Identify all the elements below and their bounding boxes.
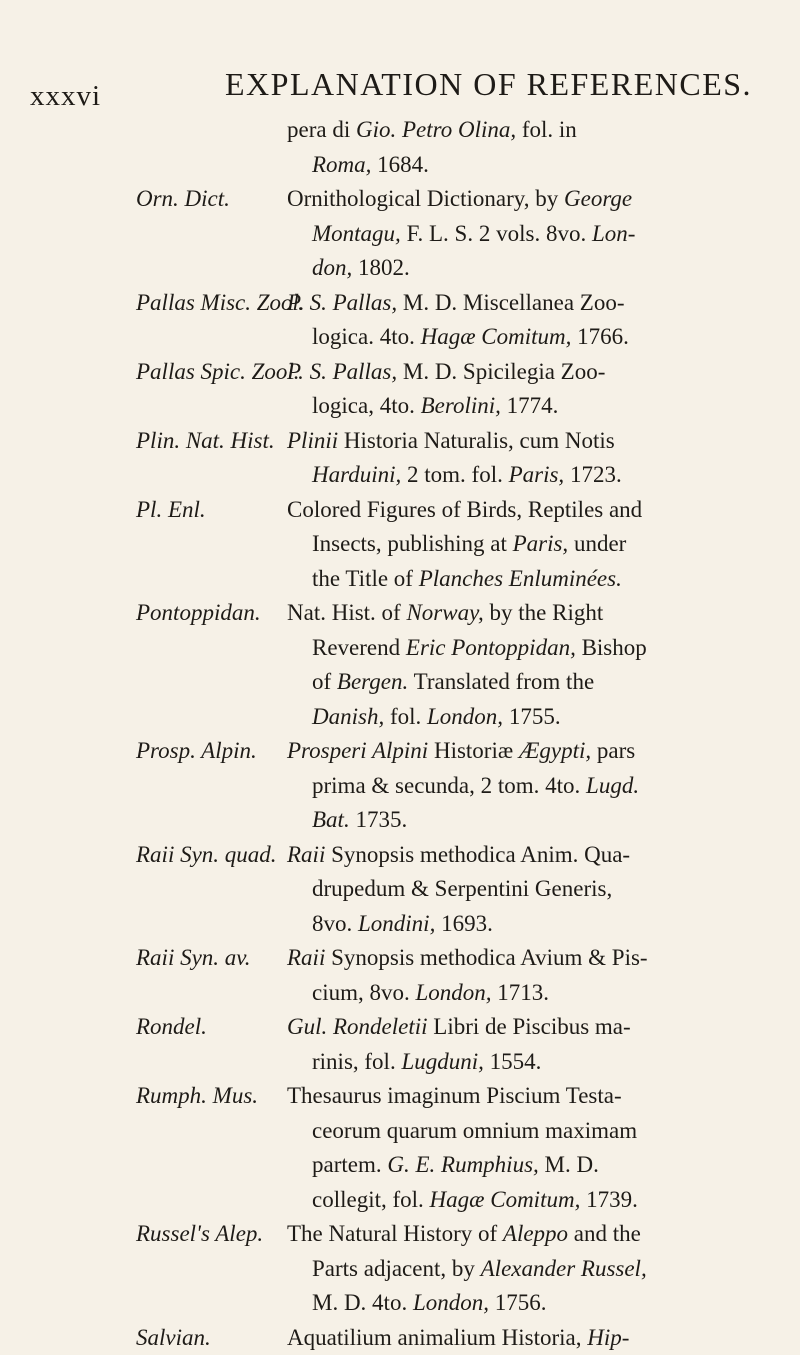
italic-text: Harduini, xyxy=(312,462,401,487)
italic-text: Berolini, xyxy=(421,393,501,418)
reference-entry xyxy=(0,1321,800,1355)
description-line xyxy=(287,700,757,735)
reference-abbreviation: Pontoppidan. xyxy=(136,596,261,630)
reference-description xyxy=(287,734,757,838)
description-line xyxy=(287,1217,757,1252)
description-line xyxy=(287,872,757,907)
reference-entry xyxy=(0,182,800,286)
text-segment: cium, 8vo. xyxy=(312,980,416,1005)
reference-entry xyxy=(0,493,800,597)
text-segment: 1774. xyxy=(501,393,559,418)
reference-abbreviation: Plin. Nat. Hist. xyxy=(136,424,275,458)
running-title: EXPLANATION OF REFERENCES. xyxy=(225,66,752,103)
text-segment: 1693. xyxy=(435,911,493,936)
italic-text: Roma, xyxy=(312,152,371,177)
text-segment: Translated from the xyxy=(408,669,594,694)
description-line xyxy=(287,1114,757,1149)
reference-abbreviation: Russel's Alep. xyxy=(136,1217,263,1251)
text-segment: 1756. xyxy=(489,1290,547,1315)
reference-abbreviation: Rumph. Mus. xyxy=(136,1079,258,1113)
description-line xyxy=(287,458,757,493)
text-segment: of xyxy=(312,669,337,694)
italic-text: P. S. Pallas, xyxy=(287,290,397,315)
text-segment: Synopsis methodica Anim. Qua- xyxy=(325,842,630,867)
text-segment: M. D. Spicilegia Zoo- xyxy=(397,359,605,384)
text-segment: partem. xyxy=(312,1152,387,1177)
italic-text: Aleppo xyxy=(503,1221,568,1246)
description-line xyxy=(287,596,757,631)
text-segment: The Natural History of xyxy=(287,1221,503,1246)
description-line xyxy=(287,769,757,804)
description-line xyxy=(287,1183,757,1218)
reference-entry xyxy=(0,355,800,424)
reference-abbreviation: Pallas Spic. Zool. xyxy=(136,355,300,389)
italic-text: Paris, xyxy=(509,462,565,487)
reference-abbreviation: Raii Syn. av. xyxy=(136,941,251,975)
description-line xyxy=(287,113,757,148)
description-line xyxy=(287,493,757,528)
italic-text: Gio. Petro Olina, xyxy=(356,117,516,142)
text-segment: the Title of xyxy=(312,566,419,591)
reference-abbreviation: Raii Syn. quad. xyxy=(136,838,277,872)
description-line xyxy=(287,665,757,700)
description-line xyxy=(287,803,757,838)
reference-entry xyxy=(0,1217,800,1321)
reference-entry xyxy=(0,1010,800,1079)
description-line xyxy=(287,1148,757,1183)
text-segment: ceorum quarum omnium maximam xyxy=(312,1118,637,1143)
italic-text: Lon- xyxy=(592,221,635,246)
text-segment: 1735. xyxy=(350,807,408,832)
text-segment: Synopsis methodica Avium & Pis- xyxy=(325,945,647,970)
text-segment: 1766. xyxy=(571,324,629,349)
text-segment: Parts adjacent, by xyxy=(312,1256,481,1281)
description-line xyxy=(287,1286,757,1321)
italic-text: P. S. Pallas, xyxy=(287,359,397,384)
italic-text: Raii xyxy=(287,945,325,970)
text-segment: Historia Naturalis, cum Notis xyxy=(338,428,615,453)
reference-description xyxy=(287,1217,757,1321)
description-line xyxy=(287,1321,757,1355)
italic-text: Lugd. xyxy=(586,773,639,798)
italic-text: Alexander Russel, xyxy=(481,1256,647,1281)
description-line xyxy=(287,424,757,459)
italic-text: Paris, xyxy=(513,531,569,556)
text-segment: by the Right xyxy=(484,600,603,625)
text-segment: 1755. xyxy=(503,704,561,729)
italic-text: London, xyxy=(413,1290,489,1315)
italic-text: don, xyxy=(312,255,352,280)
text-segment: Bishop xyxy=(576,635,647,660)
text-segment: Reverend xyxy=(312,635,406,660)
description-line xyxy=(287,1252,757,1287)
italic-text: Hagæ Comitum, xyxy=(421,324,572,349)
text-segment: 8vo. xyxy=(312,911,358,936)
description-line xyxy=(287,734,757,769)
text-segment: under xyxy=(568,531,626,556)
italic-text: Prosperi Alpini xyxy=(287,738,428,763)
description-line xyxy=(287,562,757,597)
reference-description xyxy=(287,493,757,597)
italic-text: Lugduni, xyxy=(401,1049,483,1074)
reference-description xyxy=(287,424,757,493)
reference-entry xyxy=(0,596,800,734)
reference-abbreviation: Salvian. xyxy=(136,1321,211,1355)
text-segment: 1554. xyxy=(484,1049,542,1074)
text-segment: pars xyxy=(591,738,635,763)
italic-text: Ægypti, xyxy=(519,738,591,763)
reference-description xyxy=(287,1079,757,1217)
text-segment: prima & secunda, 2 tom. 4to. xyxy=(312,773,586,798)
description-line xyxy=(287,182,757,217)
description-line xyxy=(287,631,757,666)
description-line xyxy=(287,941,757,976)
text-segment: Libri de Piscibus ma- xyxy=(428,1014,631,1039)
text-segment: 2 tom. fol. xyxy=(401,462,508,487)
description-line xyxy=(287,320,757,355)
reference-description xyxy=(287,182,757,286)
text-segment: 1723. xyxy=(564,462,622,487)
italic-text: Planches Enluminées. xyxy=(419,566,622,591)
reference-description xyxy=(287,1321,757,1355)
text-segment: rinis, fol. xyxy=(312,1049,401,1074)
description-line xyxy=(287,389,757,424)
reference-entry xyxy=(0,1079,800,1217)
text-segment: Ornithological Dictionary, by xyxy=(287,186,564,211)
reference-abbreviation: Prosp. Alpin. xyxy=(136,734,257,768)
italic-text: Bergen. xyxy=(337,669,408,694)
text-segment: 1684. xyxy=(371,152,429,177)
page-number: xxxvi xyxy=(30,80,101,113)
description-line xyxy=(287,976,757,1011)
reference-abbreviation: Orn. Dict. xyxy=(136,182,230,216)
reference-description xyxy=(287,113,757,182)
italic-text: Raii xyxy=(287,842,325,867)
italic-text: G. E. Rumphius, xyxy=(387,1152,538,1177)
description-line xyxy=(287,217,757,252)
reference-description xyxy=(287,286,757,355)
text-segment: Insects, publishing at xyxy=(312,531,513,556)
italic-text: Danish, xyxy=(312,704,384,729)
reference-description xyxy=(287,596,757,734)
reference-abbreviation: Pallas Misc. Zool. xyxy=(136,286,305,320)
text-segment: M. D. xyxy=(539,1152,599,1177)
description-line xyxy=(287,527,757,562)
description-line xyxy=(287,1010,757,1045)
text-segment: F. L. S. 2 vols. 8vo. xyxy=(401,221,592,246)
italic-text: Londini, xyxy=(358,911,435,936)
italic-text: Gul. Rondeletii xyxy=(287,1014,428,1039)
text-segment: Historiæ xyxy=(428,738,519,763)
text-segment: collegit, fol. xyxy=(312,1187,430,1212)
description-line xyxy=(287,1079,757,1114)
description-line xyxy=(287,907,757,942)
italic-text: Bat. xyxy=(312,807,350,832)
reference-description xyxy=(287,1010,757,1079)
reference-entry xyxy=(0,734,800,838)
italic-text: Eric Pontoppidan, xyxy=(406,635,576,660)
description-line xyxy=(287,838,757,873)
italic-text: Norway, xyxy=(406,600,483,625)
reference-entry xyxy=(0,113,800,182)
text-segment: Aquatilium animalium Historia, xyxy=(287,1325,587,1350)
italic-text: Montagu, xyxy=(312,221,401,246)
description-line xyxy=(287,1045,757,1080)
reference-list xyxy=(0,113,800,1355)
description-line xyxy=(287,148,757,183)
text-segment: Nat. Hist. of xyxy=(287,600,406,625)
text-segment: logica, 4to. xyxy=(312,393,421,418)
reference-entry xyxy=(0,424,800,493)
text-segment: 1802. xyxy=(352,255,410,280)
reference-description xyxy=(287,355,757,424)
text-segment: M. D. Miscellanea Zoo- xyxy=(397,290,624,315)
italic-text: George xyxy=(564,186,632,211)
reference-description xyxy=(287,941,757,1010)
reference-abbreviation: Pl. Enl. xyxy=(136,493,206,527)
text-segment: logica. 4to. xyxy=(312,324,421,349)
description-line xyxy=(287,355,757,390)
italic-text: Hip- xyxy=(587,1325,629,1350)
italic-text: London, xyxy=(416,980,492,1005)
text-segment: Thesaurus imaginum Piscium Testa- xyxy=(287,1083,622,1108)
description-line xyxy=(287,251,757,286)
text-segment: fol. xyxy=(384,704,427,729)
description-line xyxy=(287,286,757,321)
text-segment: 1713. xyxy=(492,980,550,1005)
text-segment: 1739. xyxy=(580,1187,638,1212)
reference-description xyxy=(287,838,757,942)
italic-text: Hagæ Comitum, xyxy=(430,1187,581,1212)
reference-abbreviation: Rondel. xyxy=(136,1010,207,1044)
text-segment: and the xyxy=(568,1221,641,1246)
text-segment: drupedum & Serpentini Generis, xyxy=(312,876,612,901)
text-segment: fol. in xyxy=(516,117,577,142)
reference-entry xyxy=(0,941,800,1010)
text-segment: M. D. 4to. xyxy=(312,1290,413,1315)
reference-entry xyxy=(0,838,800,942)
text-segment: Colored Figures of Birds, Reptiles and xyxy=(287,497,642,522)
italic-text: London, xyxy=(427,704,503,729)
reference-entry xyxy=(0,286,800,355)
text-segment: pera di xyxy=(287,117,356,142)
italic-text: Plinii xyxy=(287,428,338,453)
